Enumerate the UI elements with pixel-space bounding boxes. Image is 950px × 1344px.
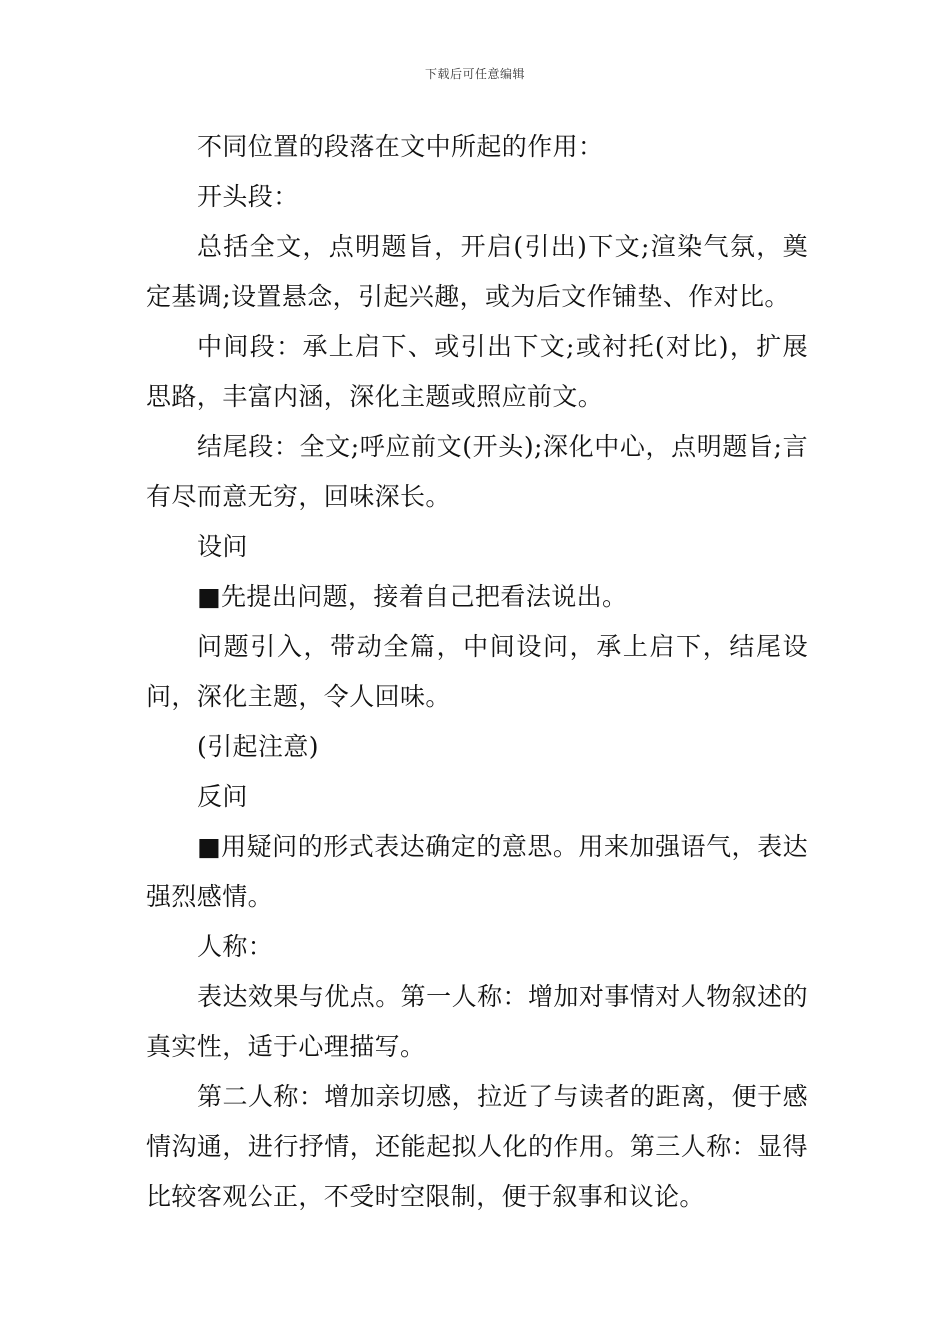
paragraph-section-intro: 不同位置的段落在文中所起的作用： [197, 132, 604, 161]
paragraph-attention-note: (引起注意) [197, 732, 319, 761]
paragraph-middle-role: 中间段：承上启下、或引出下文;或衬托(对比)，扩展思路，丰富内涵，深化主题或照应前文。 [146, 332, 808, 411]
paragraph-ending-role: 结尾段：全文;呼应前文(开头);深化中心，点明题旨;言有尽而意无穷，回味深长。 [146, 432, 808, 511]
paragraph-opening-role: 总括全文，点明题旨，开启(引出)下文;渲染气氛，奠定基调;设置悬念，引起兴趣，或为后文作铺垫、作对比。 [146, 232, 808, 311]
paragraph-second-third-person: 第二人称：增加亲切感，拉近了与读者的距离，便于感情沟通，进行抒情，还能起拟人化的作用。第三人称：显得比较客观公正，不受时空限制，便于叙事和议论。 [146, 1082, 808, 1211]
paragraph-counter-question-definition: ■用疑问的形式表达确定的意思。用来加强语气，表达强烈感情。 [146, 832, 808, 911]
paragraph-rhetorical-question-definition: ■先提出问题，接着自己把看法说出。 [197, 582, 628, 611]
paragraph-first-person: 表达效果与优点。第一人称：增加对事情对人物叙述的真实性，适于心理描写。 [146, 982, 808, 1061]
document-body [146, 122, 808, 1222]
paragraph-person-heading: 人称： [197, 932, 274, 961]
paragraph-opening-heading: 开头段： [197, 182, 299, 211]
paragraph-counter-question-heading: 反问 [197, 782, 248, 811]
page-header-note: 下载后可任意编辑 [424, 67, 525, 81]
paragraph-rhetorical-question-heading: 设问 [197, 532, 248, 561]
paragraph-rhetorical-question-effect: 问题引入，带动全篇，中间设问，承上启下，结尾设问，深化主题，令人回味。 [146, 632, 808, 711]
